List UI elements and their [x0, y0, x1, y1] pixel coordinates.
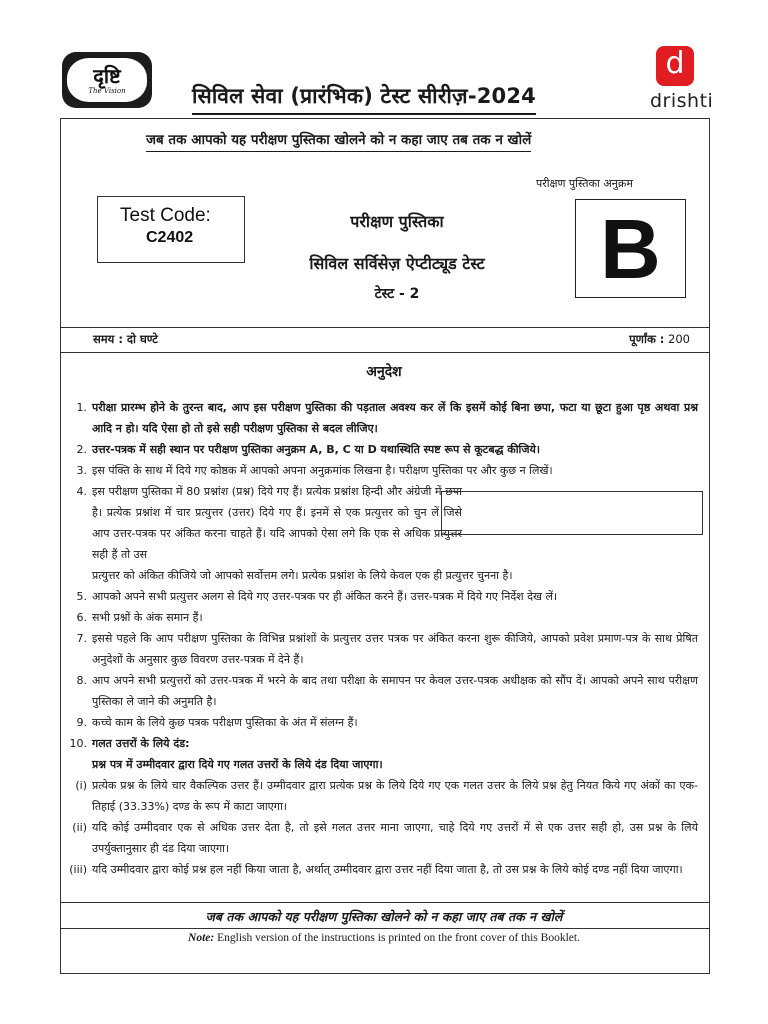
- exam-name: सिविल सर्विसेज़ ऐप्टीट्यूड टेस्ट: [309, 254, 485, 273]
- divider: [60, 352, 710, 353]
- divider: [60, 902, 710, 903]
- logo-mark-icon: d: [656, 46, 694, 86]
- instruction-item: 8. आप अपने सभी प्रत्युत्तरों को उत्तर-पत्रक में भरने के बाद तथा परीक्षा के समापन पर केवल उत्तर-पत्रक अधीक्षक को सौंप दें। आपको अपने साथ परीक्षण पुस्तिका ले जाने की अनुमति है।: [76, 674, 698, 708]
- instruction-item: 5. आपको अपने सभी प्रत्युत्तर अलग से दिये गए उत्तर-पत्रक पर ही अंकित करने हैं। उत्तर-पत्रक में दिये गए निर्देश देख लें।: [76, 590, 558, 603]
- series-title: सिविल सेवा (प्रारंभिक) टेस्ट सीरीज़-2024: [192, 82, 536, 115]
- divider: [60, 928, 710, 929]
- sequence-letter: B: [600, 201, 661, 296]
- penalty-item: (i) प्रत्येक प्रश्न के लिये चार वैकल्पिक उत्तर हैं। उम्मीदवार द्वारा प्रत्येक प्रश्न के लिये दिये गए एक गलत उत्तर के लिये प्रश्न हेतु नियत किये गए अंकों का एक-तिहाई (33.33%) दण्ड के रूप में काटा जाएगा।: [75, 779, 698, 813]
- marks-caption: पूर्णांक :: [629, 332, 665, 346]
- drishti-logo: [652, 46, 714, 116]
- drishti-logo-hindi: [62, 52, 152, 108]
- test-number: टेस्ट - 2: [374, 286, 420, 302]
- instructions-list: [68, 397, 698, 880]
- instruction-item: 10. गलत उत्तरों के लिये दंड:: [69, 737, 190, 750]
- footer-note: [0, 932, 768, 944]
- test-code-label: Test Code:: [120, 205, 211, 226]
- logo-wordmark: drishti: [650, 90, 714, 112]
- instructions-heading: अनुदेश: [366, 364, 402, 380]
- instruction-item: 1. परीक्षा प्रारम्भ होने के तुरन्त बाद, आप इस परीक्षण पुस्तिका की पड़ताल अवश्य कर लें कि इसमें कोई बिना छपा, फटा या छूटा हुआ पृष्ठ अथवा प्रश्न आदि न हो। यदि ऐसा हो तो इसे सही परीक्षण पुस्तिका से बदल लीजिए।: [76, 401, 698, 435]
- instruction-item: 4. इस परीक्षण पुस्तिका में 80 प्रश्नांश (प्रश्न) दिये गए हैं। प्रत्येक प्रश्नांश हिन्दी और अंग्रेजी में छपा है। प्रत्येक प्रश्नांश में चार प्रत्युत्तर (उत्तर) दिये गए हैं। इनमें से एक प्रत्युत्तर को चुन लें जिसे आप उत्तर-पत्रक पर अंकित करना चाहते हैं। यदि आपको ऐसा लगे कि एक से अधिक प्रत्युत्तर सही हैं तो उस: [76, 485, 462, 561]
- instruction-item: 2. उत्तर-पत्रक में सही स्थान पर परीक्षण पुस्तिका अनुक्रम A, B, C या D यथास्थिति स्पष्ट रूप से कूटबद्ध कीजिये।: [76, 443, 541, 456]
- marks-value: 200: [668, 332, 690, 346]
- instruction-item: 9. कच्चे काम के लिये कुछ पत्रक परीक्षण पुस्तिका के अंत में संलग्न हैं।: [76, 716, 358, 729]
- penalty-item: (iii) यदि उम्मीदवार द्वारा कोई प्रश्न हल नहीं किया जाता है, अर्थात् उम्मीदवार द्वारा उत्तर नहीं दिया जाता है, तो उस प्रश्न के लिये कोई दण्ड नहीं दिया जाएगा।: [69, 863, 683, 876]
- test-code-value: C2402: [146, 229, 194, 246]
- time-label: समय : दो घण्टे: [93, 332, 158, 346]
- logo-hindi-text: दृष्टि: [93, 63, 121, 88]
- sequence-label: परीक्षण पुस्तिका अनुक्रम: [536, 177, 633, 190]
- instruction-item: 3. इस पंक्ति के साथ में दिये गए कोष्ठक में आपको अपना अनुक्रमांक लिखना है। परीक्षण पुस्तिका पर और कुछ न लिखें।: [76, 464, 553, 477]
- instruction-item-continued: प्रत्युत्तर को अंकित कीजिये जो आपको सर्वोत्तम लगे। प्रत्येक प्रश्नांश के लिये केवल एक ही प्रत्युत्तर चुनना है।: [92, 569, 513, 582]
- marks-label: [629, 332, 690, 347]
- booklet-title: परीक्षण पुस्तिका: [350, 212, 444, 231]
- roll-number-box[interactable]: [441, 491, 703, 535]
- instruction-item: 6. सभी प्रश्नों के अंक समान हैं।: [76, 611, 203, 624]
- logo-badge: [67, 58, 147, 102]
- instruction-item-continued: प्रश्न पत्र में उम्मीदवार द्वारा दिये गए गलत उत्तरों के लिये दंड दिया जाएगा।: [92, 758, 383, 771]
- footer-warning: जब तक आपको यह परीक्षण पुस्तिका खोलने को न कहा जाए तब तक न खोलें: [205, 909, 563, 924]
- divider: [60, 327, 710, 328]
- logo-tagline: The Vision: [88, 86, 126, 95]
- top-warning: जब तक आपको यह परीक्षण पुस्तिका खोलने को न कहा जाए तब तक न खोलें: [146, 130, 531, 152]
- instruction-item: 7. इससे पहले कि आप परीक्षण पुस्तिका के विभिन्न प्रश्नांशों के प्रत्युत्तर उत्तर पत्रक पर अंकित करना शुरू कीजिये, आपको प्रवेश प्रमाण-पत्र के साथ प्रेषित अनुदेशों के अनुसार कुछ विवरण उत्तर-पत्रक में देने हैं।: [76, 632, 698, 666]
- note-label: Note:: [188, 932, 215, 944]
- penalty-item: (ii) यदि कोई उम्मीदवार एक से अधिक उत्तर देता है, तो इसे गलत उत्तर माना जाएगा, चाहे दिये गए उत्तरों में से एक उत्तर सही हो, उस प्रश्न के लिये उपर्युक्तानुसार ही दंड दिया जाएगा।: [72, 821, 698, 855]
- note-text: English version of the instructions is printed on the front cover of this Booklet.: [217, 932, 580, 944]
